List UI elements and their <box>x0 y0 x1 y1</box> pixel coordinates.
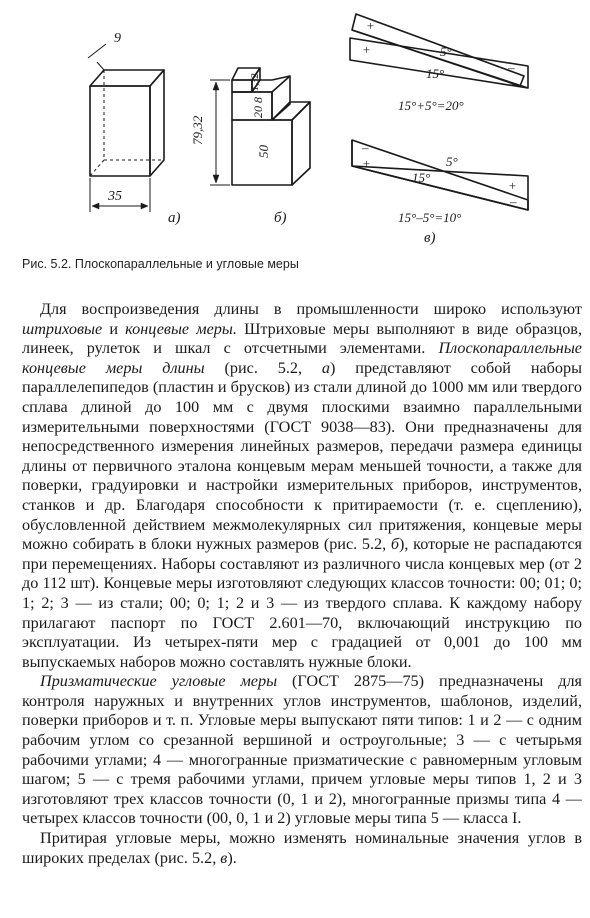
sign-top-1: + <box>366 18 375 33</box>
sign-bottom-4: – <box>510 194 517 209</box>
text-run: (рис. 5.2, <box>204 358 322 377</box>
figure-ref-b: б <box>390 535 400 554</box>
text-run: Для воспроизведения длины в промышленности широко используют <box>40 300 582 318</box>
paragraph-2 <box>22 672 582 829</box>
term-gauge-blocks: Плоскопараллельные концевые меры длины <box>22 339 582 377</box>
paragraph-1 <box>22 300 582 672</box>
sign-top-4: – <box>510 76 517 91</box>
formula-top: 15°+5°=20° <box>398 98 464 113</box>
small-angle-top: 5° <box>440 44 452 59</box>
text-run: (ГОСТ 2875—75) предназначены для контроля наружных и внутренних углов инструментов, шаблонов, изделий, поверки приборов и т. п. Угловые меры выпускают пяти типов: 1 и 2 — с одним рабочим углом со срезанной вершиной и остроугольные; 3 — с четырьмя рабочими углами; 4 — многогранные призматические с равномерным угловым шагом; 5 — с тремя рабочими углами, причем угловые меры типов 1, 2 и 3 изготовляют трех классов точности (0, 1 и 2), многогранные призмы типа 4 — четырех классов точности (00, 0, 1 и 2) угловые меры типа 5 — класса I. <box>22 672 582 828</box>
figure-drawing <box>0 0 590 250</box>
paragraph-3 <box>22 829 582 868</box>
small-angle-bottom: 5° <box>446 154 458 169</box>
sign-bottom-2: + <box>362 156 371 171</box>
formula-bottom: 15°–5°=10° <box>398 210 462 225</box>
large-angle-bottom: 15° <box>412 170 431 185</box>
gauge-block-a <box>88 44 164 212</box>
stack-height-label: 79,32 <box>190 115 205 145</box>
figure-ref-c: в <box>220 848 228 867</box>
block-label-20-8: 20 8 <box>251 97 265 118</box>
panel-label-a: а) <box>168 210 181 226</box>
term-prismatic-angle-gauges: Призматические угловые меры <box>40 672 278 691</box>
sign-top-2: + <box>362 42 371 57</box>
term-stroke-measures: штриховые <box>22 319 103 338</box>
large-angle-top: 15° <box>426 66 445 81</box>
figure-caption <box>22 257 582 271</box>
text-run: ) представляют собой наборы параллелепипедов (пластин и брусков) из стали длиной до 1000 мм или твердого сплава длиной до 100 мм с двумя плоскими взаимно параллельными измерительными поверхностями (ГОСТ 9038—83). Они предназначены для непосредственного измерения линейных размеров, передачи размера единицы длины от первичного эталона концевым мерам меньшей точности, а также для поверки, градуировки и настройки измерительных приборов, инструментов, станков и др. Благодаря способности к притираемости (т. е. сцеплению), обусловленной действием межмолекулярных сил притяжения, концевые меры можно собирать в блоки нужных размеров (рис. 5.2, <box>22 358 582 554</box>
text-run: Притирая угловые меры, можно изменять номинальные значения углов в широких пределах (рис. 5.2, <box>22 829 582 867</box>
term-end-measures: концевые меры. <box>125 319 237 338</box>
figure-ref-a: а <box>321 358 331 377</box>
caption-prefix: Рис. 5.2. <box>22 257 72 271</box>
block-label-50: 50 <box>256 145 271 158</box>
panel-label-b: б) <box>274 210 287 226</box>
thickness-label: 9 <box>114 31 121 46</box>
angle-gauges-difference <box>352 140 530 210</box>
sign-bottom-3: + <box>508 178 517 193</box>
text-run: и <box>102 319 126 338</box>
panel-label-c: в) <box>424 230 436 246</box>
sign-bottom-1: – <box>362 140 369 155</box>
block-label-1-32: 1,32 <box>250 73 261 91</box>
width-label: 35 <box>108 189 122 204</box>
body-text <box>22 300 582 868</box>
text-run: Штриховые меры выполняют в виде образцов, линеек, рулеток и шкал с отсчетными элементами. <box>22 319 582 358</box>
caption-text: Плоскопараллельные и угловые меры <box>74 257 299 271</box>
sign-top-3: – <box>508 60 515 75</box>
figure-5-2 <box>0 0 590 250</box>
text-run: ). <box>227 848 237 867</box>
text-run: ), которые не распадаются при перемещениях. Наборы составляют из различного числа концевых мер (от 2 до 112 шт). Концевые меры изготовляют следующих классов точности: 00; 01; 0; 1; 2; 3 — из стали; 00; 0; 1; 2 и 3 — из твердого сплава. К каждому набору прилагают паспорт по ГОСТ 2.601—70, включающий инструкцию по эксплуатации. Из четырех-пяти мер с градацией от 0,001 до 100 мм выпускаемых наборов можно составлять нужные блоки. <box>22 535 582 671</box>
